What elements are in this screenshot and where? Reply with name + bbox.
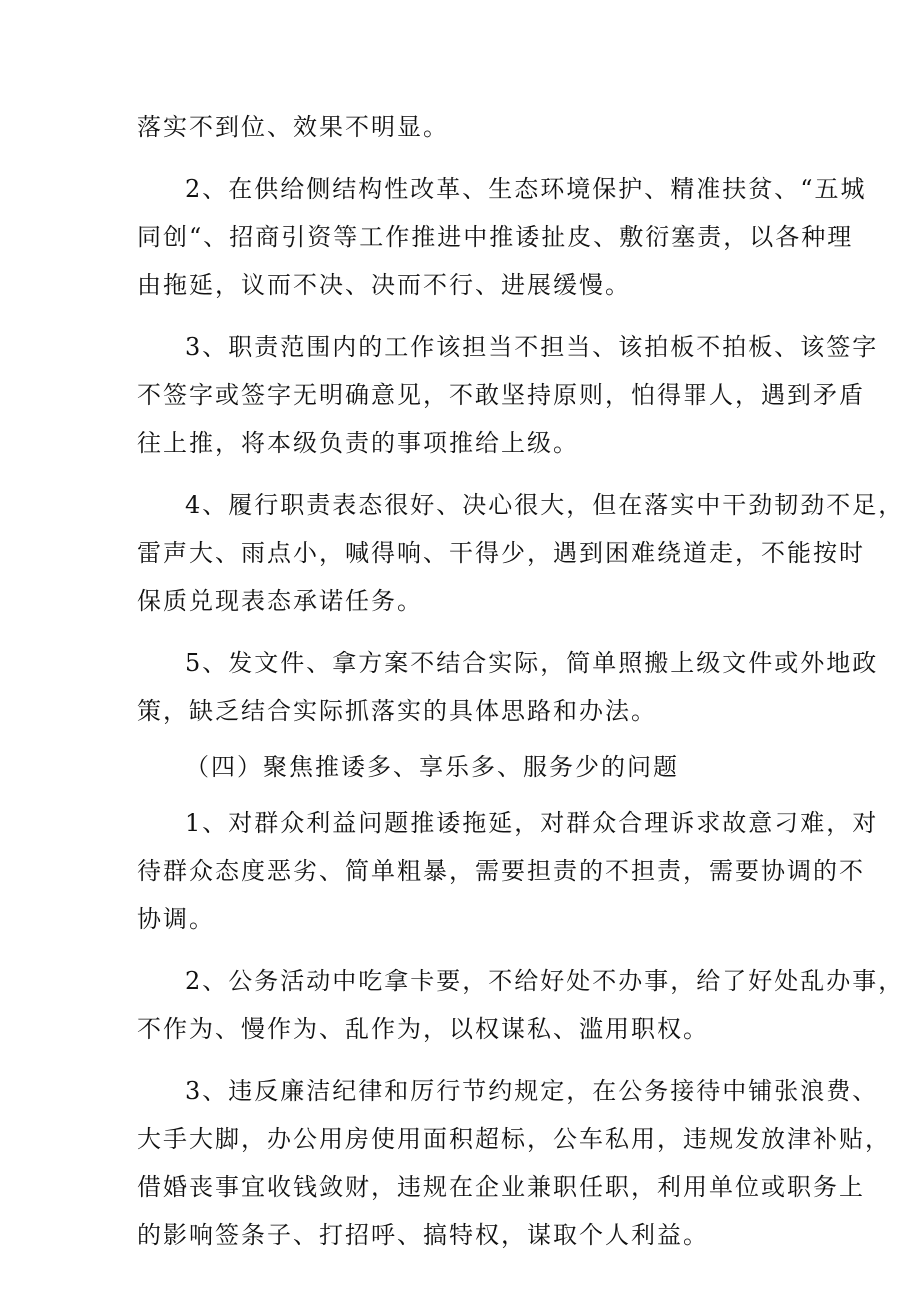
paragraph-item-3b — [137, 1067, 891, 1259]
paragraph-continuation — [137, 103, 785, 151]
text-line: 协调。 — [137, 905, 215, 933]
text-line: 不作为、慢作为、乱作为，以权谋私、滥用职权。 — [137, 1015, 709, 1043]
paragraph-item-1 — [137, 799, 879, 943]
text-line: 借婚丧事宜收钱敛财，违规在企业兼职任职，利用单位或职务上 — [137, 1173, 865, 1201]
text-line: 待群众态度恶劣、简单粗暴，需要担责的不担责，需要协调的不 — [137, 857, 865, 885]
section-heading-text: （四）聚焦推诿多、享乐多、服务少的问题 — [185, 753, 679, 781]
text-line: 1、对群众利益问题推诿拖延，对群众合理诉求故意刁难，对 — [185, 809, 879, 837]
document-body — [137, 103, 905, 1259]
text-line: 同创“、招商引资等工作推进中推诿扯皮、敷衍塞责，以各种理 — [137, 223, 854, 251]
text-line: 保质兑现表态承诺任务。 — [137, 587, 423, 615]
text-line: 大手大脚，办公用房使用面积超标，公车私用，违规发放津补贴， — [137, 1125, 891, 1153]
paragraph-item-2b — [137, 957, 905, 1053]
text-line: 的影响签条子、打招呼、搞特权，谋取个人利益。 — [137, 1221, 709, 1249]
text-line: 策，缺乏结合实际抓落实的具体思路和办法。 — [137, 697, 657, 725]
text-line: 由拖延，议而不决、决而不行、进展缓慢。 — [137, 271, 631, 299]
paragraph-item-3 — [137, 323, 879, 467]
paragraph-item-2 — [137, 165, 867, 309]
text-line: 3、职责范围内的工作该担当不担当、该拍板不拍板、该签字 — [185, 333, 879, 361]
text-line: 雷声大、雨点小，喊得响、干得少，遇到困难绕道走，不能按时 — [137, 539, 865, 567]
text-line: 不签字或签字无明确意见，不敢坚持原则，怕得罪人，遇到矛盾 — [137, 381, 865, 409]
paragraph-item-4 — [137, 481, 905, 625]
section-heading — [137, 743, 785, 791]
text-line: 落实不到位、效果不明显。 — [137, 113, 449, 141]
text-line: 4、履行职责表态很好、决心很大，但在落实中干劲韧劲不足， — [185, 491, 905, 519]
text-line: 3、违反廉洁纪律和厉行节约规定，在公务接待中铺张浪费、 — [185, 1077, 879, 1105]
paragraph-item-5 — [137, 639, 879, 735]
text-line: 2、在供给侧结构性改革、生态环境保护、精准扶贫、“五城 — [185, 175, 867, 203]
text-line: 5、发文件、拿方案不结合实际，简单照搬上级文件或外地政 — [185, 649, 879, 677]
text-line: 往上推，将本级负责的事项推给上级。 — [137, 429, 579, 457]
text-line: 2、公务活动中吃拿卡要，不给好处不办事，给了好处乱办事， — [185, 967, 905, 995]
